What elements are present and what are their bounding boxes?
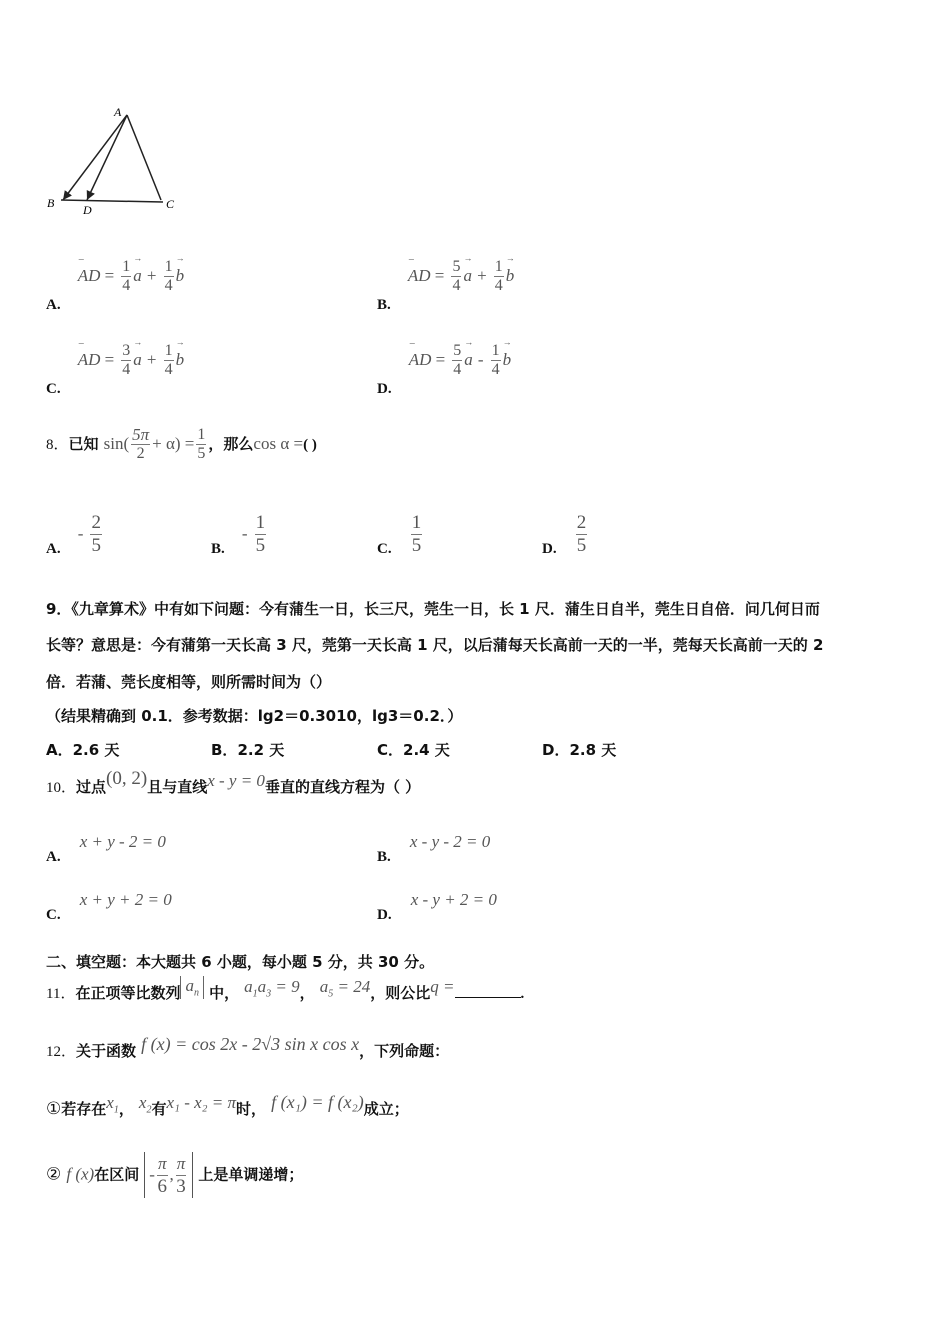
q10-mid: 且与直线	[147, 778, 208, 796]
q9-option-a[interactable]	[46, 739, 119, 760]
option-label: B.	[377, 849, 391, 865]
frac-1-5: $\frac{1}{5}$	[197, 426, 206, 462]
equation: x + y + 2 = 0	[79, 890, 172, 909]
coef-2: $\frac{1}{4}$	[164, 342, 173, 378]
q8-stem	[46, 426, 317, 463]
option-label: A.	[46, 297, 61, 313]
coef-1: $\frac{5}{4}$	[452, 258, 461, 294]
period: .	[520, 986, 525, 1002]
a5: $a_5 = 24$	[319, 977, 371, 1000]
item1-when: 时，	[236, 1100, 267, 1118]
q8-pre: 已知	[68, 435, 99, 453]
option-label: A．	[46, 741, 73, 759]
vector-b: → b	[503, 350, 512, 370]
sequence: $a_n$	[180, 976, 204, 998]
interval-comma: ,	[169, 1165, 174, 1184]
vector-ad: – AD	[409, 350, 432, 370]
vector-b: → b	[176, 266, 185, 286]
question-number: 10．	[46, 780, 77, 796]
label-d: D	[83, 203, 92, 217]
operator: +	[146, 350, 157, 369]
option-text: 2.2 天	[237, 741, 285, 759]
x2: $x_2$	[138, 1093, 152, 1116]
f-equality: f (x₁) = f (x₂)	[271, 1092, 364, 1112]
fraction: $\frac{1}{5}$	[411, 512, 422, 556]
option-label: C.	[46, 907, 61, 923]
label-a: A	[114, 105, 122, 119]
separator: ，	[299, 984, 315, 1002]
edge-ad	[87, 115, 127, 200]
q10-stem	[46, 768, 421, 798]
vector-b: → b	[176, 350, 185, 370]
function-def: f (x) = cos 2x - 2√3 sin x cos x	[141, 1034, 360, 1054]
coef-2: $\frac{1}{4}$	[494, 258, 503, 294]
q9-line-3: 倍．若蒲、莞长度相等，则所需时间为（）	[46, 673, 332, 691]
x-difference: x₁ - x₂ = π	[166, 1093, 237, 1112]
item1-pre: 若存在	[61, 1100, 107, 1118]
operator: -	[477, 350, 484, 369]
section-2-title: 二、填空题：本大题共 6 小题，每小题 5 分，共 30 分。	[46, 953, 435, 971]
right-bound: $\frac{\pi}{3}$	[176, 1153, 186, 1197]
q8-option-d[interactable]	[542, 512, 589, 557]
equation: x - y - 2 = 0	[409, 832, 491, 851]
separator: ，	[118, 1100, 134, 1118]
q12-item-2	[46, 1152, 303, 1198]
q9-option-c[interactable]	[377, 739, 450, 760]
question-number: 11．	[46, 986, 76, 1002]
option-text: 2.4 天	[403, 741, 450, 759]
q9-option-b[interactable]	[211, 739, 284, 760]
q8-option-a[interactable]	[46, 512, 104, 557]
left-bound: $\frac{\pi}{6}$	[157, 1153, 167, 1197]
q10-post: 垂直的直线方程为（ ）	[264, 778, 421, 796]
option-label: D.	[377, 381, 392, 397]
operator: +	[146, 266, 157, 285]
option-label: D.	[377, 907, 392, 923]
coef-1: $\frac{1}{4}$	[122, 258, 131, 294]
q10-option-c[interactable]	[46, 890, 172, 923]
interval	[144, 1152, 193, 1198]
option-label: C.	[377, 541, 392, 557]
q9-line-2: 长等？意思是：今有蒲第一天长高 3 尺，莞第一天长高 1 尺，以后蒲每天长高前一天的一半，莞每天长高前一天的 2	[46, 636, 824, 654]
sin-func: sin(	[103, 434, 130, 453]
q7-option-d[interactable]: D. – AD = $\frac{5}{4}$ → a - $\frac{1}{4}$ → b	[377, 342, 511, 379]
option-label: C．	[377, 741, 404, 759]
operator: +	[477, 266, 487, 285]
item2-pre: 在区间	[94, 1165, 140, 1184]
q7-option-b[interactable]: B. – AD = $\frac{5}{4}$ → a + $\frac{1}{4}$ → b	[377, 258, 514, 295]
alpha-eq: + α) =	[152, 434, 195, 453]
option-text: 2.8 天	[569, 741, 617, 759]
vector-ad: – AD	[78, 266, 101, 286]
q12-item-1	[46, 1092, 409, 1121]
q10-option-d[interactable]	[377, 890, 497, 923]
neg-sign: -	[149, 1165, 155, 1184]
vector-a: → a	[133, 266, 142, 286]
label-b: B	[47, 196, 55, 210]
q8-option-b[interactable]	[211, 512, 268, 557]
item1-post: 成立；	[363, 1100, 409, 1118]
vector-b: → b	[506, 266, 515, 286]
ratio-q: q =	[430, 977, 455, 996]
option-label: B.	[211, 541, 225, 557]
answer-blank[interactable]	[455, 985, 521, 998]
fraction: $\frac{2}{5}$	[576, 512, 587, 556]
q9-option-d[interactable]	[542, 739, 616, 760]
edge-ac	[127, 115, 161, 200]
q11-stem	[46, 976, 525, 1005]
item-mark: ①	[46, 1099, 62, 1118]
point: (0, 2)	[106, 768, 148, 789]
q9-line-1: 9．《九章算术》中有如下问题：今有蒲生一日，长三尺，莞生一日，长 1 尺．蒲生日自半，莞生日自倍．问几何日而	[46, 600, 820, 618]
q11-mid1: 中，	[209, 984, 240, 1002]
q8-option-c[interactable]	[377, 512, 424, 557]
edge-bc	[61, 200, 163, 202]
x1: $x_1$	[106, 1093, 119, 1116]
option-label: D．	[542, 741, 570, 759]
frac-5pi-2: $\frac{5\pi}{2}$	[132, 425, 150, 462]
coef-1: $\frac{5}{4}$	[453, 342, 462, 378]
item2-post: 上是单调递增；	[198, 1165, 304, 1184]
label-c: C	[166, 197, 175, 211]
coef-1: $\frac{3}{4}$	[122, 342, 131, 378]
q12-stem	[46, 1034, 450, 1061]
q12-pre: 关于函数	[76, 1042, 137, 1060]
coef-2: $\frac{1}{4}$	[164, 258, 173, 294]
vector-a: → a	[133, 350, 142, 370]
fraction: $\frac{1}{5}$	[255, 512, 266, 556]
q11-pre: 在正项等比数列	[75, 984, 181, 1002]
fraction: $\frac{2}{5}$	[91, 512, 101, 556]
q12-post: ，下列命题：	[359, 1042, 450, 1060]
q7-option-c[interactable]: C. – AD = $\frac{3}{4}$ → a + $\frac{1}{4}$ → b	[46, 342, 184, 379]
vector-a: → a	[463, 266, 472, 286]
question-number: 12．	[46, 1044, 77, 1060]
option-label: A.	[46, 849, 61, 865]
vector-a: → a	[464, 350, 473, 370]
f-of-x: f (x)	[66, 1164, 95, 1184]
option-label: B．	[211, 741, 238, 759]
equation: x + y - 2 = 0	[79, 832, 166, 851]
option-label: A.	[46, 541, 61, 557]
q10-option-a[interactable]	[46, 832, 166, 865]
option-label: C.	[46, 381, 61, 397]
item-mark: ②	[46, 1164, 62, 1184]
answer-paren: ( )	[303, 437, 317, 453]
item1-has: 有	[151, 1100, 167, 1118]
equation: x - y + 2 = 0	[410, 890, 497, 909]
q7-option-a[interactable]: A. – AD = $\frac{1}{4}$ → a + $\frac{1}{4}$ → b	[46, 258, 184, 295]
sign: -	[241, 524, 248, 543]
q11-mid2: ，则公比	[370, 984, 431, 1002]
coef-2: $\frac{1}{4}$	[491, 342, 500, 378]
triangle-figure	[44, 104, 194, 219]
q8-post: ，那么	[208, 435, 254, 453]
q10-option-b[interactable]	[377, 832, 491, 865]
line-eq: x - y = 0	[207, 771, 265, 790]
cos-alpha: cos α =	[253, 434, 304, 453]
option-text: 2.6 天	[72, 741, 120, 759]
option-label: D.	[542, 541, 557, 557]
vector-ad: – AD	[78, 350, 101, 370]
a1a3: $a_1a_3 = 9$	[244, 977, 300, 1000]
vector-ad: – AD	[408, 266, 431, 286]
sign: -	[77, 524, 84, 543]
option-label: B.	[377, 297, 391, 313]
q9-line-4: （结果精确到 0.1．参考数据：lg2＝0.3010，lg3＝0.2．）	[46, 707, 463, 725]
edge-ab	[63, 115, 127, 200]
question-number: 8．	[46, 437, 69, 453]
q10-pre: 过点	[76, 778, 107, 796]
